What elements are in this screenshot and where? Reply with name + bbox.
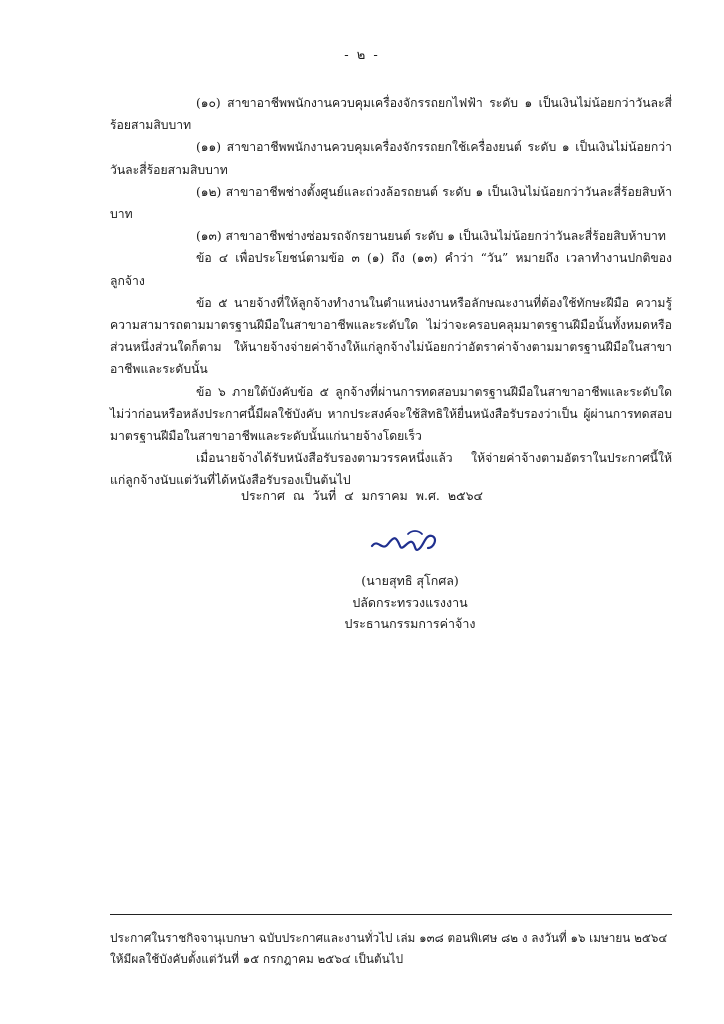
clause-13: (๑๓) สาขาอาชีพช่างซ่อมรถจักรยานยนต์ ระดับ ๑ เป็นเงินไม่น้อยกว่าวันละสี่ร้อยสิบห้าบาท — [196, 229, 666, 244]
announcement-body — [110, 92, 672, 492]
signer-block — [310, 570, 510, 635]
clause-10: (๑๐) สาขาอาชีพพนักงานควบคุมเครื่องจักรรถยกไฟฟ้า ระดับ ๑ เป็นเงินไม่น้อยกว่าวันละสี่ร้อยสามสิบบาท — [110, 96, 672, 133]
clause-11: (๑๑) สาขาอาชีพพนักงานควบคุมเครื่องจักรรถยกใช้เครื่องยนต์ ระดับ ๑ เป็นเงินไม่น้อยกว่าวันละสี่ร้อยสามสิบบาท — [110, 140, 672, 177]
footer-divider — [110, 914, 672, 915]
signature — [368, 526, 448, 560]
signer-position: ปลัดกระทรวงแรงงาน — [352, 594, 468, 610]
gazette-publication-line: ประกาศในราชกิจจานุเบกษา ฉบับประกาศและงานทั่วไป เล่ม ๑๓๘ ตอนพิเศษ ๘๒ ง ลงวันที่ ๑๖ เมษายน ๒๕๖๔ — [110, 931, 668, 945]
article-6-paragraph-2: เมื่อนายจ้างได้รับหนังสือรับรองตามวรรคหนึ่งแล้ว ให้จ่ายค่าจ้างตามอัตราในประกาศนี้ให้แก่ลูกจ้างนับแต่วันที่ได้หนังสือรับรองเป็นต้นไป — [110, 451, 672, 488]
effective-date-line: ให้มีผลใช้บังคับตั้งแต่วันที่ ๑๕ กรกฎาคม ๒๕๖๔ เป็นต้นไป — [110, 952, 404, 966]
page-number: - ๒ - — [344, 48, 380, 63]
article-5: ข้อ ๕ นายจ้างที่ให้ลูกจ้างทำงานในตำแหน่งงานหรือลักษณะงานที่ต้องใช้ทักษะฝีมือ ความรู้ ความสามารถตามมาตรฐานฝีมือในสาขาอาชีพและระดับใด ไม่ว่าจะครอบคลุมมาตรฐานฝีมือนั้นทั้งหมดหรือส่วนหนึ่งส่วนใดก็ตาม ให้นายจ้างจ่ายค่าจ้างให้แก่ลูกจ้างไม่น้อยกว่าอัตราค่าจ้างตามมาตรฐานฝีมือในสาขาอาชีพและระดับนั้น — [110, 295, 672, 377]
signer-role: ประธานกรรมการค่าจ้าง — [344, 616, 476, 631]
signer-name: (นายสุทธิ สุโกศล) — [361, 573, 459, 588]
article-4: ข้อ ๔ เพื่อประโยชน์ตามข้อ ๓ (๑) ถึง (๑๓) คำว่า “วัน” หมายถึง เวลาทำงานปกติของลูกจ้าง — [110, 251, 672, 288]
gazette-footer — [110, 928, 682, 970]
clause-12: (๑๒) สาขาอาชีพช่างตั้งศูนย์และถ่วงล้อรถยนต์ ระดับ ๑ เป็นเงินไม่น้อยกว่าวันละสี่ร้อยสิบห้าบาท — [110, 184, 672, 222]
article-6: ข้อ ๖ ภายใต้บังคับข้อ ๕ ลูกจ้างที่ผ่านการทดสอบมาตรฐานฝีมือในสาขาอาชีพและระดับใด ไม่ว่าก่อนหรือหลังประกาศนี้มีผลใช้บังคับ หากประสงค์จะใช้สิทธิให้ยื่นหนังสือรับรองว่าเป็น ผู้ผ่านการทดสอบมาตรฐานฝีมือในสาขาอาชีพและระดับนั้นแก่นายจ้างโดยเร็ว — [110, 384, 672, 444]
issue-date-line: ประกาศ ณ วันที่ ๔ มกราคม พ.ศ. ๒๕๖๔ — [241, 488, 483, 503]
